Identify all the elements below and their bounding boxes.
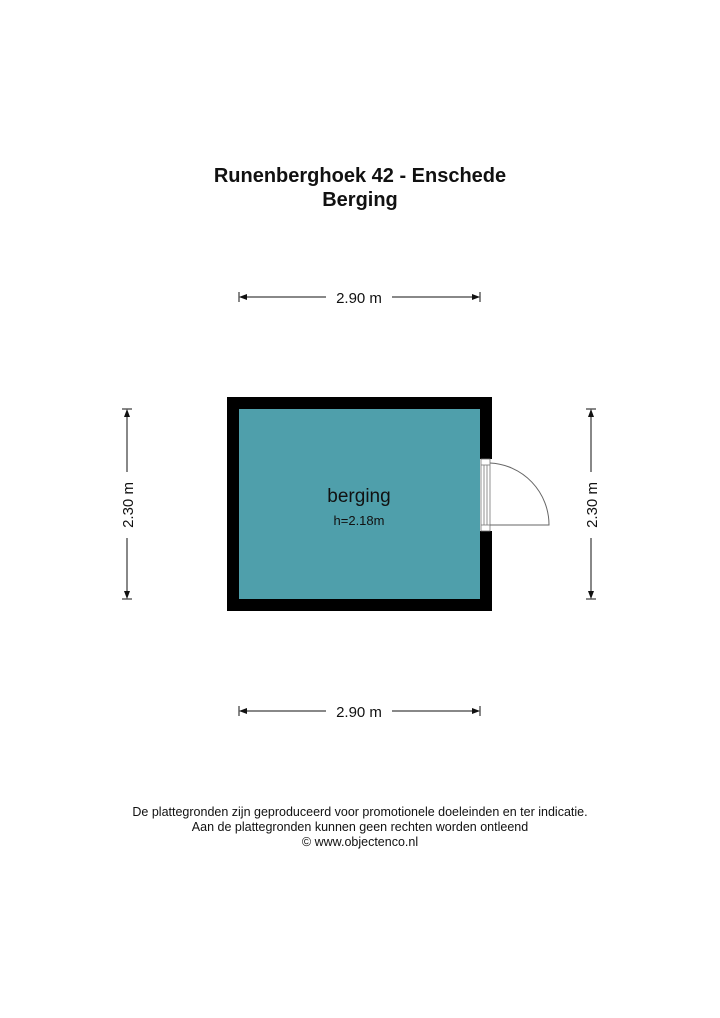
page-subtitle: Berging bbox=[322, 189, 398, 211]
svg-text:2.30 m: 2.30 m bbox=[120, 482, 137, 528]
dimension-bottom bbox=[239, 704, 480, 721]
dimension-right bbox=[584, 409, 601, 599]
disclaimer-line-1: De plattegronden zijn geproduceerd voor promotionele doeleinden en ter indicatie. bbox=[132, 805, 588, 819]
disclaimer-line-2: Aan de plattegronden kunnen geen rechten worden ontleend bbox=[191, 820, 529, 834]
copyright-link[interactable]: © www.objectenco.nl bbox=[301, 835, 419, 849]
room-label: berging bbox=[327, 486, 391, 507]
door-frame bbox=[481, 459, 490, 531]
dimension-left bbox=[120, 409, 137, 599]
room-height: h=2.18m bbox=[333, 513, 385, 528]
door-swing bbox=[490, 463, 549, 525]
svg-text:2.90 m: 2.90 m bbox=[336, 704, 382, 721]
dimension-top bbox=[239, 290, 480, 307]
svg-text:2.30 m: 2.30 m bbox=[584, 482, 601, 528]
page-title: Runenberghoek 42 - Enschede bbox=[213, 165, 507, 187]
svg-text:2.90 m: 2.90 m bbox=[336, 290, 382, 307]
